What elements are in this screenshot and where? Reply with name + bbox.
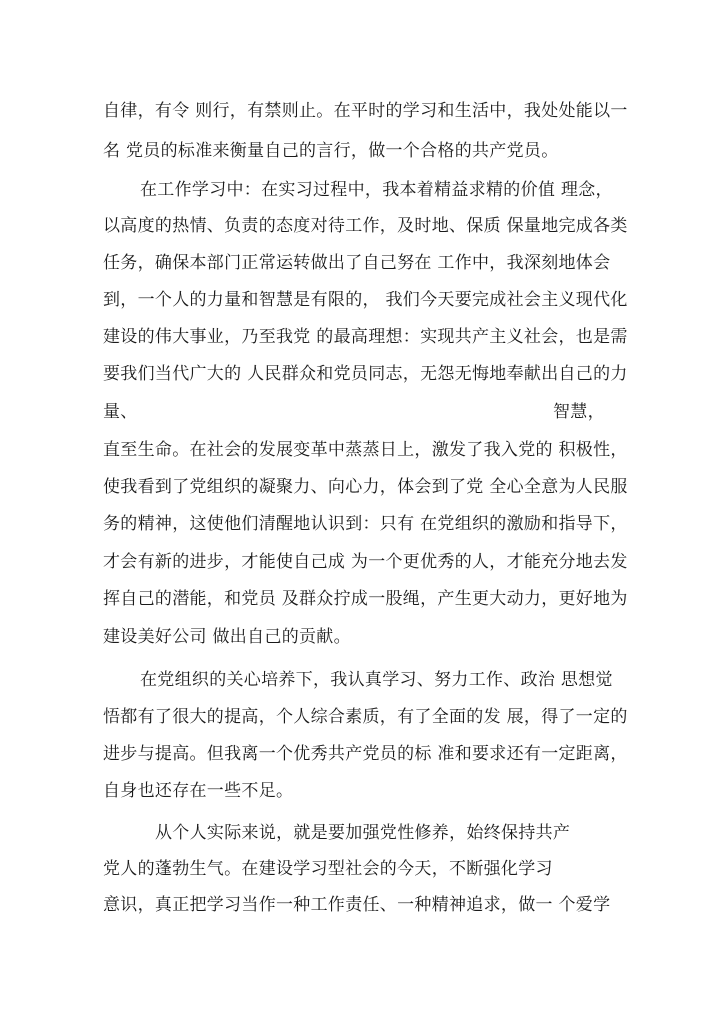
text-line: 意识，真正把学习当作一种工作责任、一种精神追求，做一 个爱学 bbox=[103, 895, 611, 915]
text-line: 务的精神，这使他们清醒地认识到：只有 在党组织的激励和指导下， bbox=[103, 514, 628, 534]
text-line: 直至生命。在社会的发展变革中蒸蒸日上，激发了我入党的 积极性， bbox=[103, 440, 628, 460]
paragraph-start-line: 在党组织的关心培养下，我认真学习、努力工作、政治 思想觉 bbox=[140, 670, 613, 690]
paragraph-start-line: 从个人实际来说，就是要加强党性修养，始终保持共产 bbox=[155, 823, 571, 843]
text-line: 任务，确保本部门正常运转做出了自己努在 工作中，我深刻地体会 bbox=[103, 253, 611, 273]
text-line: 建设的伟大事业，乃至我党 的最高理想：实现共产主义社会，也是需 bbox=[103, 327, 628, 347]
text-line: 要我们当代广大的 人民群众和党员同志，无怨无悔地奉献出自己的力 bbox=[103, 364, 628, 384]
text-line-left-fragment: 量、 bbox=[103, 402, 138, 422]
text-line: 自身也还存在一些不足。 bbox=[103, 781, 294, 801]
paragraph-start-line: 在工作学习中：在实习过程中，我本着精益求精的价值 理念， bbox=[140, 180, 613, 200]
text-line: 以高度的热情、负责的态度对待工作，及时地、保质 保量地完成各类 bbox=[103, 216, 628, 236]
text-line: 名 党员的标准来衡量自己的言行，做一个合格的共产党员。 bbox=[103, 141, 559, 161]
text-line: 党人的蓬勃生气。在建设学习型社会的今天，不断强化学习 bbox=[103, 859, 553, 879]
text-line: 挥自己的潜能，和党员 及群众拧成一股绳，产生更大动力，更好地为 bbox=[103, 589, 628, 609]
text-line: 到，一个人的力量和智慧是有限的， 我们今天要完成社会主义现代化 bbox=[103, 290, 628, 310]
text-line: 进步与提高。但我离一个优秀共产党员的标 准和要求还有一定距离， bbox=[103, 744, 628, 764]
text-line: 才会有新的进步，才能使自己成 为一个更优秀的人，才能充分地去发 bbox=[103, 552, 628, 572]
text-line-right-fragment: 智慧， bbox=[553, 402, 605, 422]
text-line: 悟都有了很大的提高，个人综合素质，有了全面的发 展，得了一定的 bbox=[103, 707, 628, 727]
text-line: 使我看到了党组织的凝聚力、向心力，体会到了党 全心全意为人民服 bbox=[103, 477, 628, 497]
text-line: 建设美好公司 做出自己的贡献。 bbox=[103, 627, 351, 647]
text-line: 自律，有令 则行，有禁则止。在平时的学习和生活中，我处处能以一 bbox=[103, 101, 628, 121]
